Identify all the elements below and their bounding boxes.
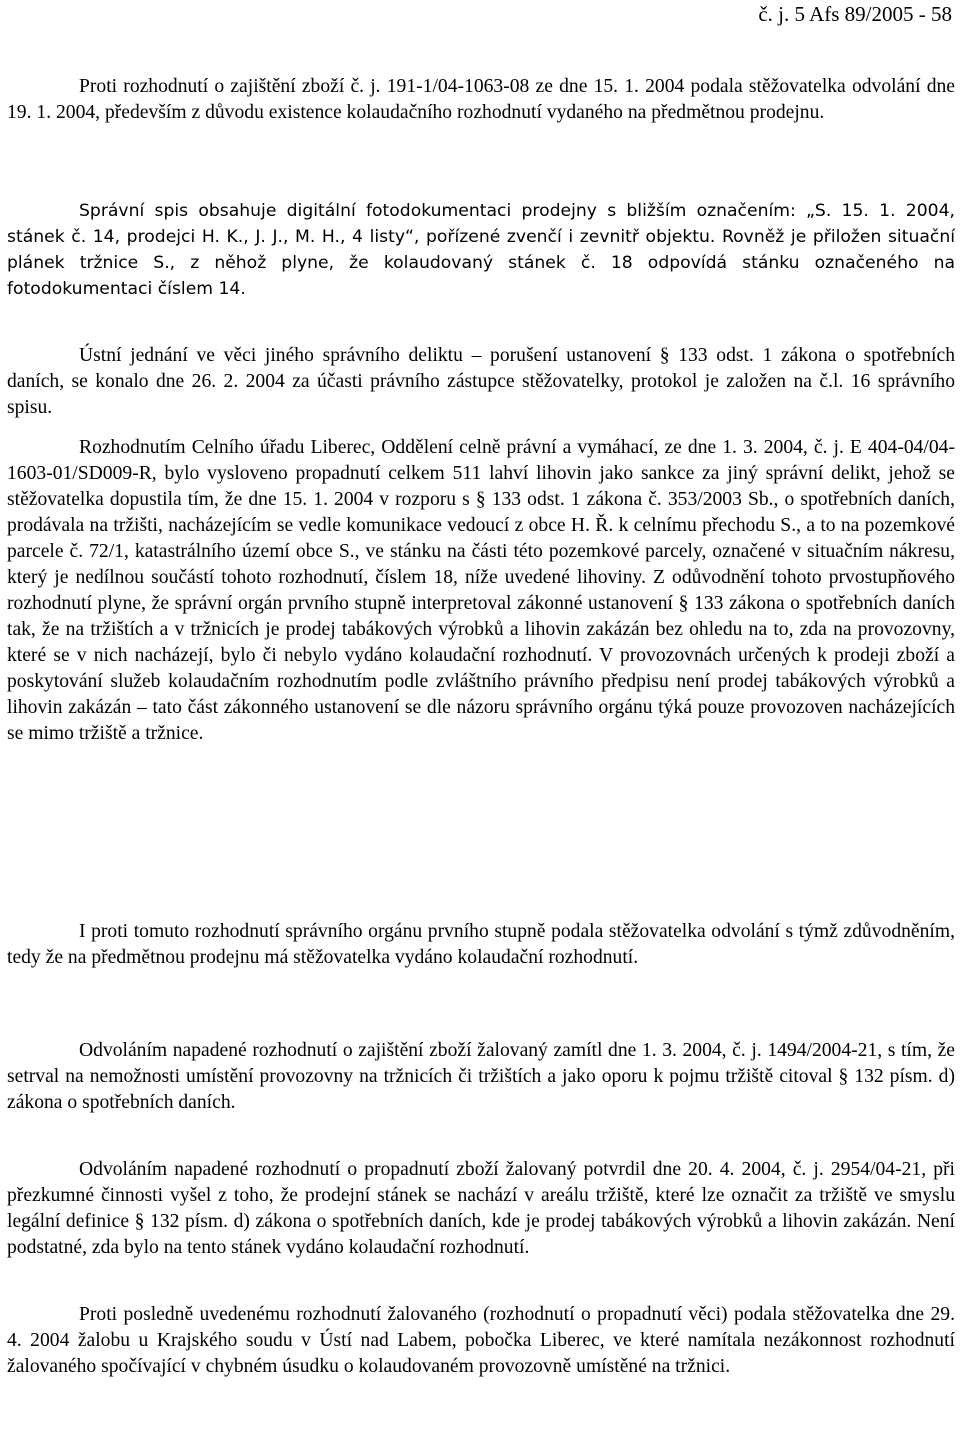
paragraph-photo-documentation: Správní spis obsahuje digitální fotodokumentaci prodejny s bližším označením: „S. 15. 1. 2004, stánek č. 14, prodejci H. K., J. J., M. H., 4 listy“, pořízené zvenčí i zevnitř objektu. Rovněž je přiložen situační plánek tržnice S., z něhož plyne, že kolaudovaný stánek č. 18 odpovídá stánku označeného na fotodokumentaci číslem 14. xyxy=(7,201,955,299)
paragraph-second-appeal: I proti tomuto rozhodnutí správního orgánu prvního stupně podala stěžovatelka odvolání s týmž zdůvodněním, tedy že na předmětnou prodejnu má stěžovatelka vydáno kolaudační rozhodnutí. xyxy=(7,921,955,968)
paragraph-customs-decision: Rozhodnutím Celního úřadu Liberec, Oddělení celně právní a vymáhací, ze dne 1. 3. 2004, č. j. E 404-04/04-1603-01/SD009-R, bylo vysloveno propadnutí celkem 511 lahví lihovin jako sankce za jiný správní delikt, jehož se stěžovatelka dopustila tím, že dne 15. 1. 2004 v rozporu s § 133 odst. 1 zákona č. 353/2003 Sb., o spotřebních daních, prodávala na tržišti, nacházejícím se vedle komunikace vedoucí z obce H. Ř. k celnímu přechodu S., a to na pozemkové parcele č. 72/1, katastrálního území obce S., ve stánku na části této pozemkové parcely, označené v situačním nákresu, který je nedílnou součástí tohoto rozhodnutí, číslem 18, níže uvedené lihoviny. Z odůvodnění tohoto prvostupňového rozhodnutí plyne, že správní orgán prvního stupně interpretoval zákonné ustanovení § 133 zákona o spotřebních daních tak, že na tržištích a v tržnicích je prodej tabákových výrobků a lihovin zakázán bez ohledu na to, zda na provozovny, které se v nich nacházejí, bylo či nebylo vydáno kolaudační rozhodnutí. V provozovnách určených k prodeji zboží a poskytování služeb kolaudačním rozhodnutím podle zvláštního právního předpisu není prodej tabákových výrobků a lihovin zakázán – tato část zákonného ustanovení se dle názoru správního orgánu týká pouze provozoven nacházejících se mimo tržiště a tržnice. xyxy=(7,437,955,744)
paragraph-forfeiture-confirmed: Odvoláním napadené rozhodnutí o propadnutí zboží žalovaný potvrdil dne 20. 4. 2004, č. j. 2954/04-21, při přezkumné činnosti vyšel z toho, že prodejní stánek se nachází v areálu tržiště, které lze označit za tržiště ve smyslu legální definice § 132 písm. d) zákona o spotřebních daních, kde je prodej tabákových výrobků a lihovin zakázán. Není podstatné, zda bylo na tento stánek vydáno kolaudační rozhodnutí. xyxy=(7,1159,955,1258)
paragraph-appeal-seizure: Proti rozhodnutí o zajištění zboží č. j. 191-1/04-1063-08 ze dne 15. 1. 2004 podala stěžovatelka odvolání dne 19. 1. 2004, především z důvodu existence kolaudačního rozhodnutí vydaného na předmětnou prodejnu. xyxy=(7,76,955,123)
paragraph-appeal-dismissed: Odvoláním napadené rozhodnutí o zajištění zboží žalovaný zamítl dne 1. 3. 2004, č. j. 1494/2004-21, s tím, že setrval na nemožnosti umístění provozovny na tržnicích či tržištích a jako oporu k pojmu tržiště citoval § 132 písm. d) zákona o spotřebních daních. xyxy=(7,1040,955,1113)
paragraph-oral-hearing: Ústní jednání ve věci jiného správního deliktu – porušení ustanovení § 133 odst. 1 zákona o spotřebních daních, se konalo dne 26. 2. 2004 za účasti právního zástupce stěžovatelky, protokol je založen na č.l. 16 správního spisu. xyxy=(7,345,955,418)
paragraph-lawsuit: Proti posledně uvedenému rozhodnutí žalovaného (rozhodnutí o propadnutí věci) podala stěžovatelka dne 29. 4. 2004 žalobu u Krajského soudu v Ústí nad Labem, pobočka Liberec, ve které namítala nezákonnost rozhodnutí žalovaného spočívající v chybném úsudku o kolaudovaném provozovně umístěné na tržnici. xyxy=(7,1304,955,1377)
case-reference: č. j. 5 Afs 89/2005 - 58 xyxy=(758,2,952,26)
